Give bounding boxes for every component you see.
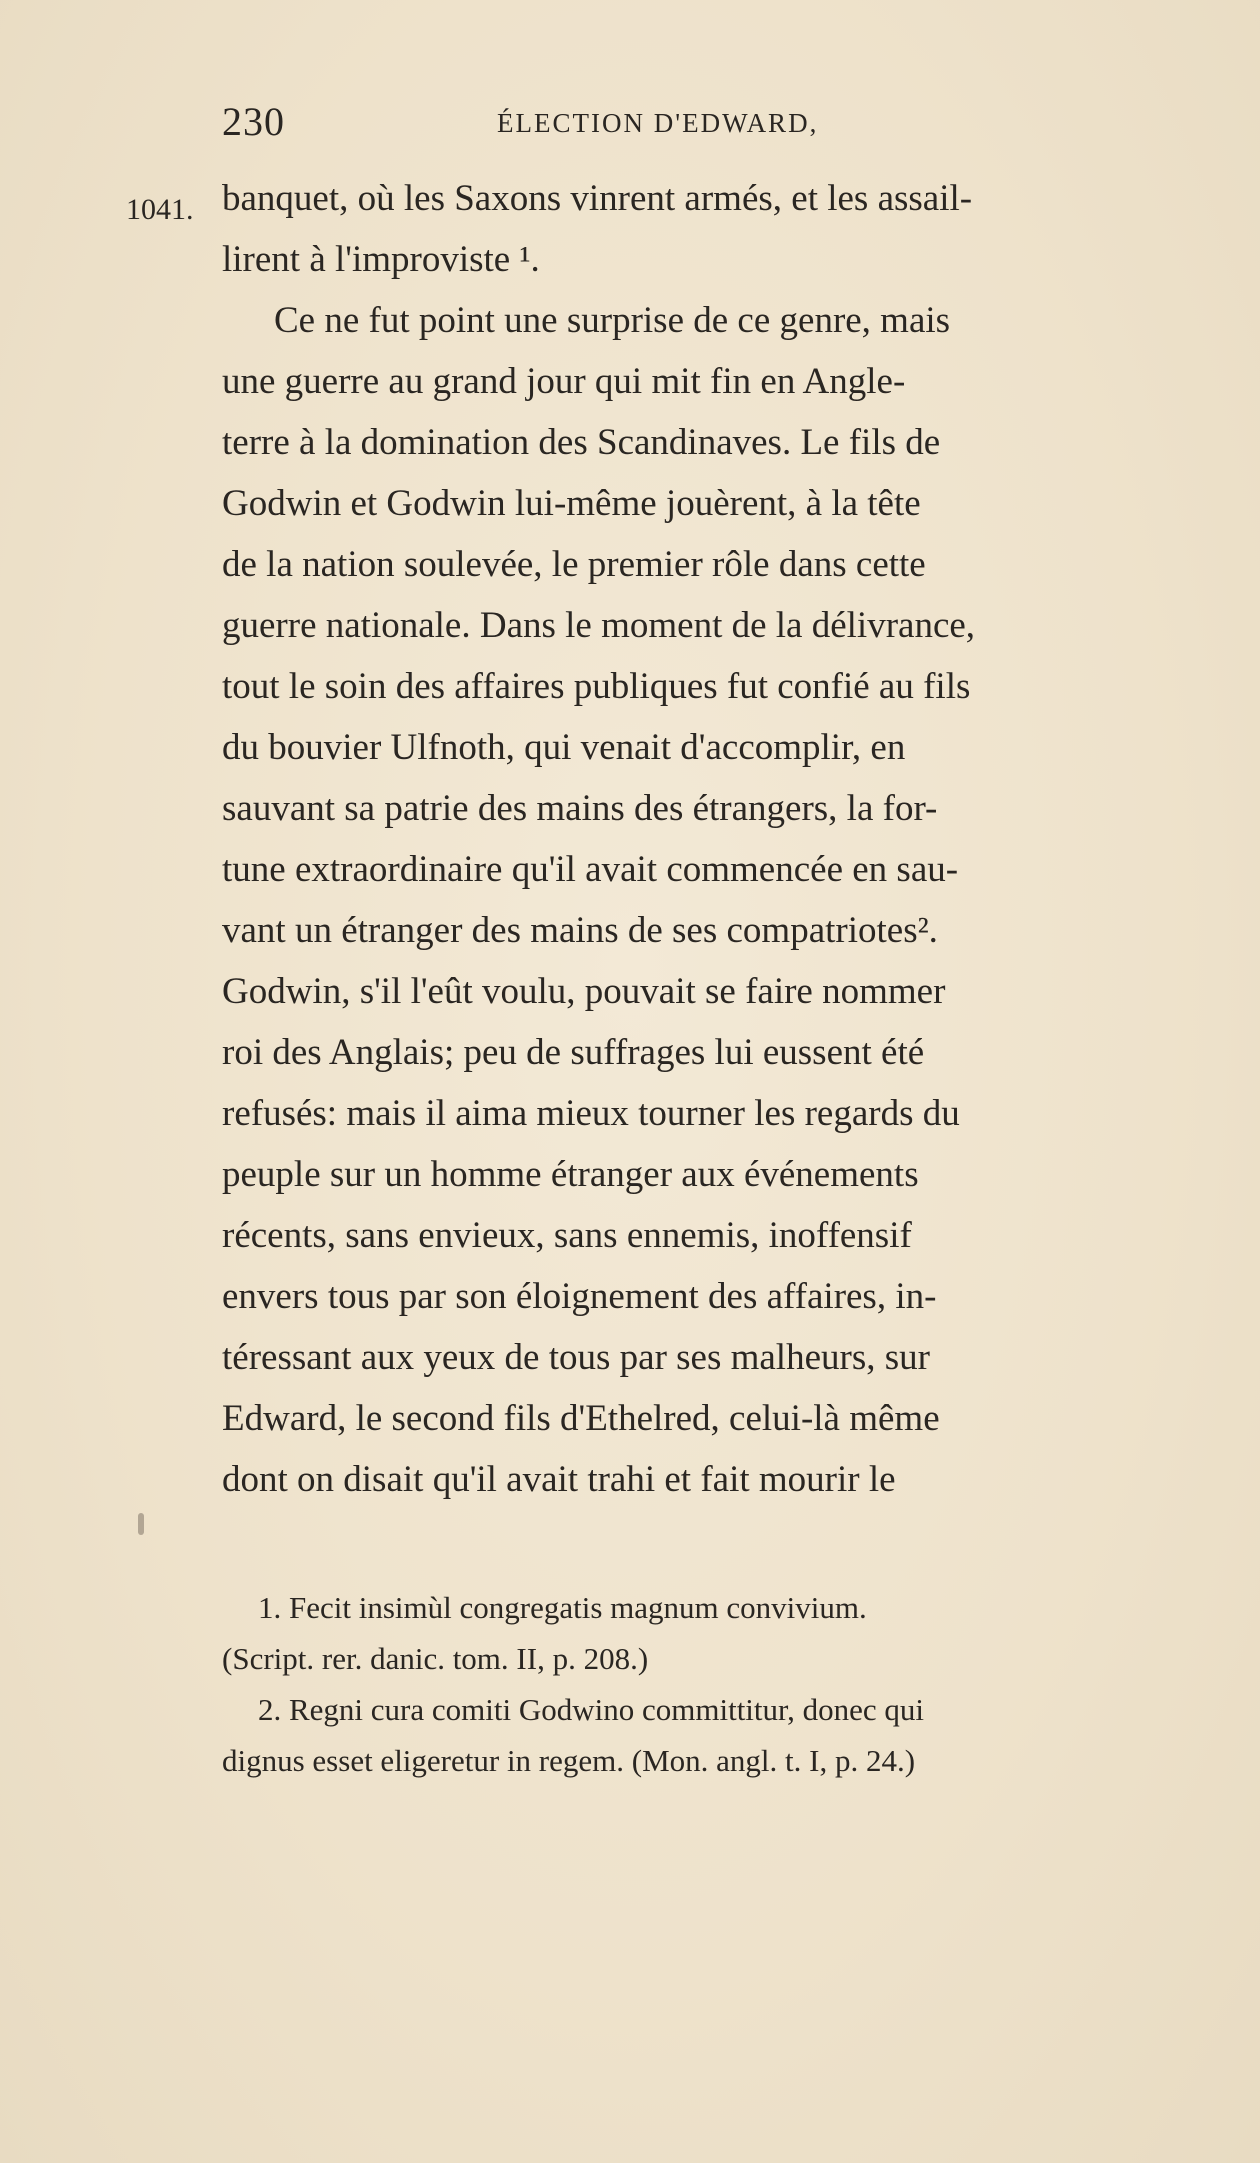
footnote-line: (Script. rer. danic. tom. II, p. 208.)	[222, 1641, 649, 1676]
text-line: Edward, le second fils d'Ethelred, celui-là même	[222, 1398, 940, 1439]
footnote-line: 2. Regni cura comiti Godwino committitur, donec qui	[258, 1692, 925, 1727]
text-line: roi des Anglais; peu de suffrages lui eussent été	[222, 1032, 925, 1073]
text-line: téressant aux yeux de tous par ses malheurs, sur	[222, 1337, 930, 1378]
text-line: guerre nationale. Dans le moment de la délivrance,	[222, 605, 976, 646]
page-number: 230	[222, 99, 285, 144]
text-line: banquet, où les Saxons vinrent armés, et les assail-	[222, 178, 973, 219]
text-line: refusés: mais il aima mieux tourner les regards du	[222, 1093, 960, 1134]
text-line: Godwin, s'il l'eût voulu, pouvait se faire nommer	[222, 971, 946, 1012]
margin-year: 1041.	[126, 193, 194, 226]
text-line: tune extraordinaire qu'il avait commencée en sau-	[222, 849, 959, 890]
page-header	[222, 98, 912, 148]
text-line: lirent à l'improviste ¹.	[222, 239, 540, 280]
text-line: peuple sur un homme étranger aux événements	[222, 1154, 919, 1195]
footnote-line: dignus esset eligeretur in regem. (Mon. angl. t. I, p. 24.)	[222, 1743, 916, 1778]
text-line: dont on disait qu'il avait trahi et fait mourir le	[222, 1459, 896, 1500]
running-title: ÉLECTION D'EDWARD,	[497, 108, 819, 138]
ink-smudge	[138, 1513, 144, 1535]
text-line: envers tous par son éloignement des affaires, in-	[222, 1276, 937, 1317]
body-text	[222, 168, 1182, 1510]
text-line: récents, sans envieux, sans ennemis, inoffensif	[222, 1215, 912, 1256]
text-line: Ce ne fut point une surprise de ce genre, mais	[274, 300, 951, 341]
text-line: du bouvier Ulfnoth, qui venait d'accomplir, en	[222, 727, 906, 768]
footnote-line: 1. Fecit insimùl congregatis magnum convivium.	[258, 1590, 867, 1625]
text-line: une guerre au grand jour qui mit fin en Angle-	[222, 361, 906, 402]
text-line: Godwin et Godwin lui-même jouèrent, à la tête	[222, 483, 921, 524]
text-line: de la nation soulevée, le premier rôle dans cette	[222, 544, 926, 585]
footnotes	[222, 1582, 1182, 1786]
text-line: vant un étranger des mains de ses compatriotes².	[222, 910, 938, 951]
text-line: terre à la domination des Scandinaves. Le fils de	[222, 422, 941, 463]
text-line: tout le soin des affaires publiques fut confié au fils	[222, 666, 971, 707]
text-line: sauvant sa patrie des mains des étrangers, la for-	[222, 788, 938, 829]
